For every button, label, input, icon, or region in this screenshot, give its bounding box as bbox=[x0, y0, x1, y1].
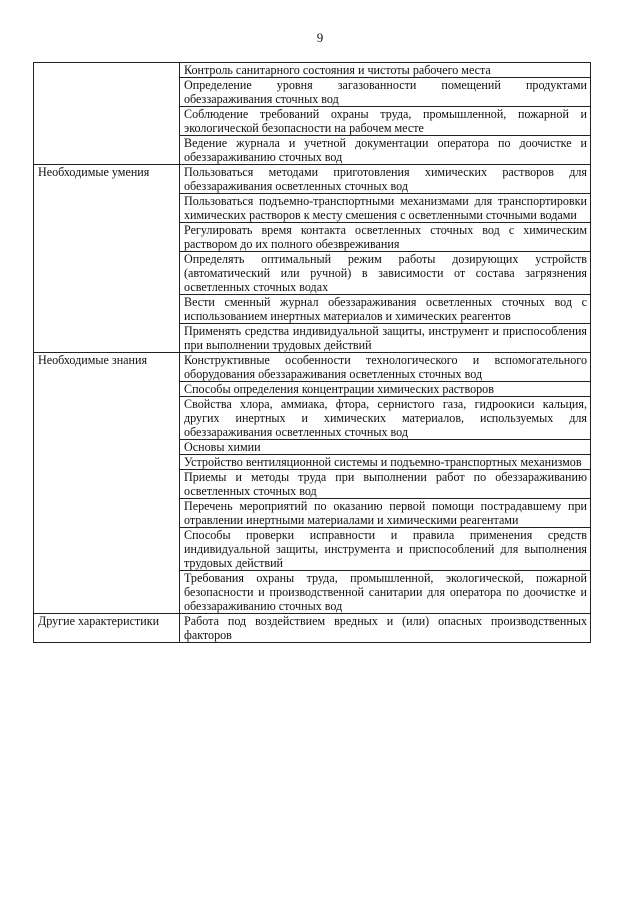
table-cell: Регулировать время контакта осветленных сточных вод с химическим раствором до их полного обезвреживания bbox=[180, 223, 591, 252]
table-cell: Перечень мероприятий по оказанию первой помощи пострадавшему при отравлении инертными материалами и химическими реагентами bbox=[180, 499, 591, 528]
table-row bbox=[34, 165, 591, 194]
requirements-table bbox=[33, 62, 591, 643]
table-cell: Пользоваться подъемно-транспортными механизмами для транспортировки химических растворов к месту смешения с осветленными сточными водами bbox=[180, 194, 591, 223]
table-row bbox=[34, 353, 591, 382]
table-cell: Вести сменный журнал обеззараживания осветленных сточных вод с использованием инертных материалов и химических реагентов bbox=[180, 295, 591, 324]
table-cell: Требования охраны труда, промышленной, экологической, пожарной безопасности и производственной санитарии для оператора по доочистке и обеззараживанию сточных вод bbox=[180, 571, 591, 614]
section-label: Другие характеристики bbox=[34, 614, 180, 643]
table-cell: Свойства хлора, аммиака, фтора, сернистого газа, гидроокиси кальция, других инертных и химических материалов, используемых для обеззараживания осветленных сточных вод bbox=[180, 397, 591, 440]
table-cell: Ведение журнала и учетной документации оператора по доочистке и обеззараживанию сточных вод bbox=[180, 136, 591, 165]
table-cell: Применять средства индивидуальной защиты, инструмент и приспособления при выполнении трудовых действий bbox=[180, 324, 591, 353]
section-label: Необходимые знания bbox=[34, 353, 180, 614]
table-cell: Приемы и методы труда при выполнении работ по обеззараживанию осветленных сточных вод bbox=[180, 470, 591, 499]
table-cell: Пользоваться методами приготовления химических растворов для обеззараживания осветленных сточных вод bbox=[180, 165, 591, 194]
table-cell: Работа под воздействием вредных и (или) опасных производственных факторов bbox=[180, 614, 591, 643]
table-cell: Способы определения концентрации химических растворов bbox=[180, 382, 591, 397]
section-label bbox=[34, 63, 180, 165]
table-row bbox=[34, 63, 591, 78]
table-cell: Основы химии bbox=[180, 440, 591, 455]
table-cell: Устройство вентиляционной системы и подъемно-транспортных механизмов bbox=[180, 455, 591, 470]
table-cell: Конструктивные особенности технологического и вспомогательного оборудования обеззараживания осветленных сточных вод bbox=[180, 353, 591, 382]
table-cell: Контроль санитарного состояния и чистоты рабочего места bbox=[180, 63, 591, 78]
section-label: Необходимые умения bbox=[34, 165, 180, 353]
table-cell: Способы проверки исправности и правила применения средств индивидуальной защиты, инструмента и приспособлений для выполнения трудовых действий bbox=[180, 528, 591, 571]
table-row bbox=[34, 614, 591, 643]
table-cell: Определять оптимальный режим работы дозирующих устройств (автоматический или ручной) в зависимости от состава загрязнения осветленных сточных водах bbox=[180, 252, 591, 295]
page-number: 9 bbox=[316, 30, 324, 45]
table-cell: Определение уровня загазованности помещений продуктами обеззараживания сточных вод bbox=[180, 78, 591, 107]
table-cell: Соблюдение требований охраны труда, промышленной, пожарной и экологической безопасности на рабочем месте bbox=[180, 107, 591, 136]
